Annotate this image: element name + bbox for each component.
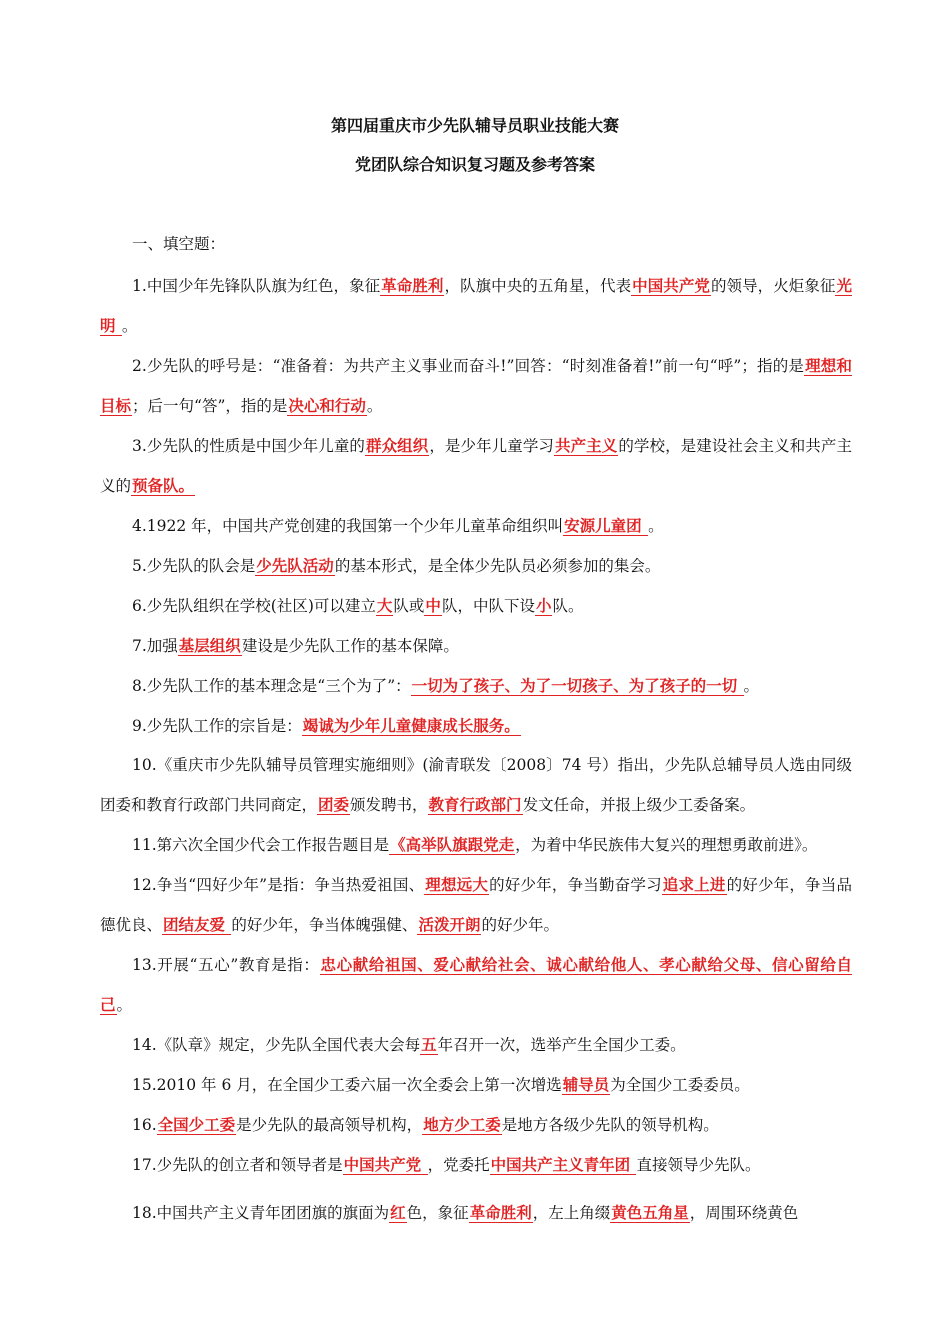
answer: 小 (535, 596, 552, 615)
answer: 基层组织 (178, 636, 241, 655)
document-subtitle: 党团队综合知识复习题及参考答案 (354, 155, 595, 174)
question-1: 1.中国少年先锋队队旗为红色，象征革命胜利，队旗中央的五角星，代表中国共产党的领导，火炬象征光明 。 (100, 276, 852, 335)
answer: 黄色五角星 (611, 1203, 689, 1222)
answer: 大 (376, 596, 393, 615)
question-16: 16.全国少工委是少先队的最高领导机构，地方少工委是地方各级少先队的领导机构。 (132, 1115, 719, 1134)
answer: 中国共产主义青年团 (490, 1155, 636, 1174)
answer: 忠心献给祖国、爱心献给社会、诚心献给他人、孝心献给父母、信心留给自己 (100, 955, 852, 1014)
question-15: 15.2010 年 6 月，在全国少工委六届一次全委会上第一次增选辅导员为全国少工委委员。 (132, 1075, 750, 1094)
question-9: 9.少先队工作的宗旨是：竭诚为少年儿童健康成长服务。 (132, 716, 520, 735)
answer: 中国共产党 (343, 1155, 427, 1174)
answer: 《高举队旗跟党走 (390, 835, 515, 854)
question-14: 14.《队章》规定，少先队全国代表大会每五年召开一次，选举产生全国少工委。 (132, 1035, 686, 1054)
answer: 群众组织 (366, 436, 429, 455)
answer: 理想远大 (425, 875, 489, 894)
answer: 少先队活动 (256, 556, 334, 575)
question-6: 6.少先队组织在学校(社区)可以建立大队或中队，中队下设小队。 (132, 596, 584, 615)
answer: 活泼开朗 (418, 915, 481, 934)
answer: 理想和目标 (100, 356, 852, 415)
question-4: 4.1922 年，中国共产党创建的我国第一个少年儿童革命组织叫安源儿童团 。 (132, 516, 664, 535)
question-2: 2.少先队的呼号是：“准备着：为共产主义事业而奋斗!”回答：“时刻准备着!”前一句“呼”；指的是理想和目标；后一句“答”，指的是决心和行动。 (100, 356, 852, 415)
answer: 全国少工委 (157, 1115, 236, 1134)
question-12: 12.争当“四好少年”是指：争当热爱祖国、理想远大的好少年，争当勤奋学习追求上进的好少年，争当品德优良、团结友爱 的好少年，争当体魄强健、活泼开朗的好少年。 (100, 875, 852, 934)
answer: 团结友爱 (163, 915, 231, 934)
answer: 辅导员 (562, 1075, 610, 1094)
answer: 预备队。 (132, 476, 195, 495)
answer: 红 (390, 1203, 406, 1222)
answer: 追求上进 (662, 875, 726, 894)
question-10: 10.《重庆市少先队辅导员管理实施细则》(渝青联发〔2008〕74 号）指出，少先队总辅导员人选由同级团委和教育行政部门共同商定，团委颁发聘书，教育行政部门发文任命，并报上级少工委备案。 (100, 756, 852, 814)
answer: 团委 (318, 795, 350, 814)
question-8: 8.少先队工作的基本理念是“三个为了”：一切为了孩子、为了一切孩子、为了孩子的一切 。 (132, 676, 760, 695)
section-heading: 一、填空题： (132, 235, 226, 253)
answer: 安源儿童团 (564, 516, 648, 535)
answer: 中国共产党 (632, 276, 710, 295)
answer: 决心和行动 (288, 396, 366, 415)
question-7: 7.加强基层组织建设是少先队工作的基本保障。 (132, 636, 459, 655)
document-title: 第四届重庆市少先队辅导员职业技能大赛 (330, 116, 619, 135)
answer: 地方少工委 (423, 1115, 501, 1134)
answer: 革命胜利 (381, 276, 444, 295)
question-11: 11.第六次全国少代会工作报告题目是《高举队旗跟党走，为着中华民族伟大复兴的理想勇敢前进》。 (132, 835, 818, 854)
question-17: 17.少先队的创立者和领导者是中国共产党 ，党委托中国共产主义青年团 直接领导少先队。 (132, 1155, 761, 1174)
answer: 革命胜利 (469, 1203, 532, 1222)
answer: 中 (425, 596, 441, 615)
question-5: 5.少先队的队会是少先队活动的基本形式，是全体少先队员必须参加的集会。 (132, 556, 661, 575)
question-13: 13.开展“五心”教育是指：忠心献给祖国、爱心献给社会、诚心献给他人、孝心献给父母、信心留给自己。 (100, 955, 852, 1014)
answer: 五 (421, 1035, 437, 1054)
question-3: 3.少先队的性质是中国少年儿童的群众组织，是少年儿童学习共产主义的学校，是建设社会主义和共产主义的预备队。 (100, 436, 852, 495)
answer: 光明 (100, 276, 852, 335)
answer: 一切为了孩子、为了一切孩子、为了孩子的一切 (411, 676, 743, 695)
answer: 竭诚为少年儿童健康成长服务。 (302, 716, 520, 735)
answer: 共产主义 (555, 436, 618, 455)
question-18: 18.中国共产主义青年团团旗的旗面为红色，象征革命胜利，左上角缀黄色五角星，周围环绕黄色 (132, 1203, 799, 1222)
answer: 教育行政部门 (428, 795, 522, 814)
document-body (100, 232, 852, 1233)
